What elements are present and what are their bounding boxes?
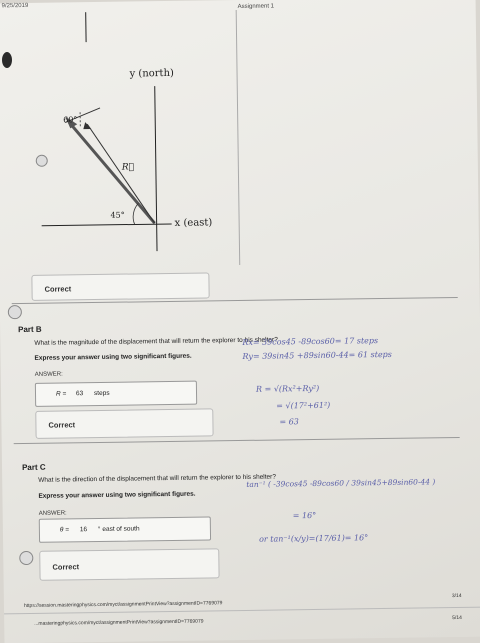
part-b-handwriting-ry: Ry= 39sin45 +89sin60-44= 61 steps <box>242 350 392 361</box>
part-c-radio-indicator[interactable] <box>19 551 33 565</box>
part-c-answer-box[interactable] <box>39 516 211 542</box>
part-b-radio-indicator[interactable] <box>8 305 22 319</box>
y-axis-label: y (north) <box>128 68 174 80</box>
part-b-answer-box[interactable] <box>35 381 197 407</box>
component-line <box>87 123 154 224</box>
part-b-answer-label: ANSWER: <box>35 371 63 377</box>
part-c-handwriting-result: = 16° <box>293 511 317 520</box>
part-a-radio-indicator[interactable] <box>36 155 48 167</box>
part-b-instruction: Express your answer using two significant figures. <box>34 353 191 362</box>
footer-url-page3: https://session.masteringphysics.com/myct/assignmentPrintView?assignmentID=7769079 <box>24 600 223 609</box>
part-b-answer-var: R = <box>56 390 66 397</box>
part-c-title: Part C <box>22 463 46 472</box>
vector-figure <box>24 10 241 268</box>
binder-hole-icon <box>2 52 12 68</box>
part-c-handwriting-tan: tan⁻¹ ( -39cos45 -89cos60 / 39sin45+89sin60-44 ) <box>246 477 435 489</box>
part-c-answer-label: ANSWER: <box>39 510 67 516</box>
part-c-instruction: Express your answer using two significant figures. <box>38 491 195 500</box>
part-c-answer-unit: ° east of south <box>98 525 140 533</box>
part-a-correct-label: Correct <box>44 284 71 293</box>
x-axis-label: x (east) <box>175 217 213 229</box>
part-c-answer-value[interactable]: 16 <box>80 526 87 533</box>
part-c-correct-banner <box>39 548 219 581</box>
footer-url-page5: ...masteringphysics.com/myct/assignmentPrintView?assignmentID=7769079 <box>34 619 203 627</box>
angle-arc-45 <box>133 203 139 224</box>
angle-label-60: 60° <box>63 115 77 124</box>
print-title: Assignment 1 <box>238 3 274 10</box>
part-c-handwriting-alt: or tan⁻¹(x/y)=(17/61)= 16° <box>259 533 368 544</box>
angle-label-45: 45° <box>110 211 124 220</box>
part-a-correct-banner <box>31 272 209 300</box>
part-c-correct-label: Correct <box>52 562 79 571</box>
r-vector <box>69 121 154 224</box>
part-b-answer-value[interactable]: 63 <box>76 390 83 397</box>
part-b-title: Part B <box>18 325 42 334</box>
part-b-handwriting-r3: = 63 <box>279 417 299 426</box>
part-b-handwriting-r2: = √(17²+61²) <box>276 401 330 411</box>
part-b-correct-banner <box>35 408 213 438</box>
part-b-handwriting-r: R = √(Rx²+Ry²) <box>256 384 319 394</box>
print-date: 9/25/2019 <box>2 3 29 9</box>
x-axis <box>42 224 172 226</box>
part-c-answer-var: θ = <box>60 526 69 533</box>
part-b-answer-unit: steps <box>94 390 110 397</box>
part-b-question: What is the magnitude of the displacement that will return the explorer to his shelter? <box>34 336 278 346</box>
vector-diagram <box>24 10 240 268</box>
part-b-correct-label: Correct <box>48 420 75 429</box>
part-b-handwriting-rx: Rx= 39cos45 -89cos60= 17 steps <box>242 336 378 347</box>
y-axis <box>155 86 157 251</box>
part-c-question: What is the direction of the displacement that will return the explorer to his shelter? <box>38 474 276 484</box>
footer-page-5: 5/14 <box>452 615 462 621</box>
footer-page-3: 3/14 <box>452 593 462 599</box>
component-arrowhead <box>83 122 91 129</box>
vector-label: R⃗ <box>121 162 134 172</box>
